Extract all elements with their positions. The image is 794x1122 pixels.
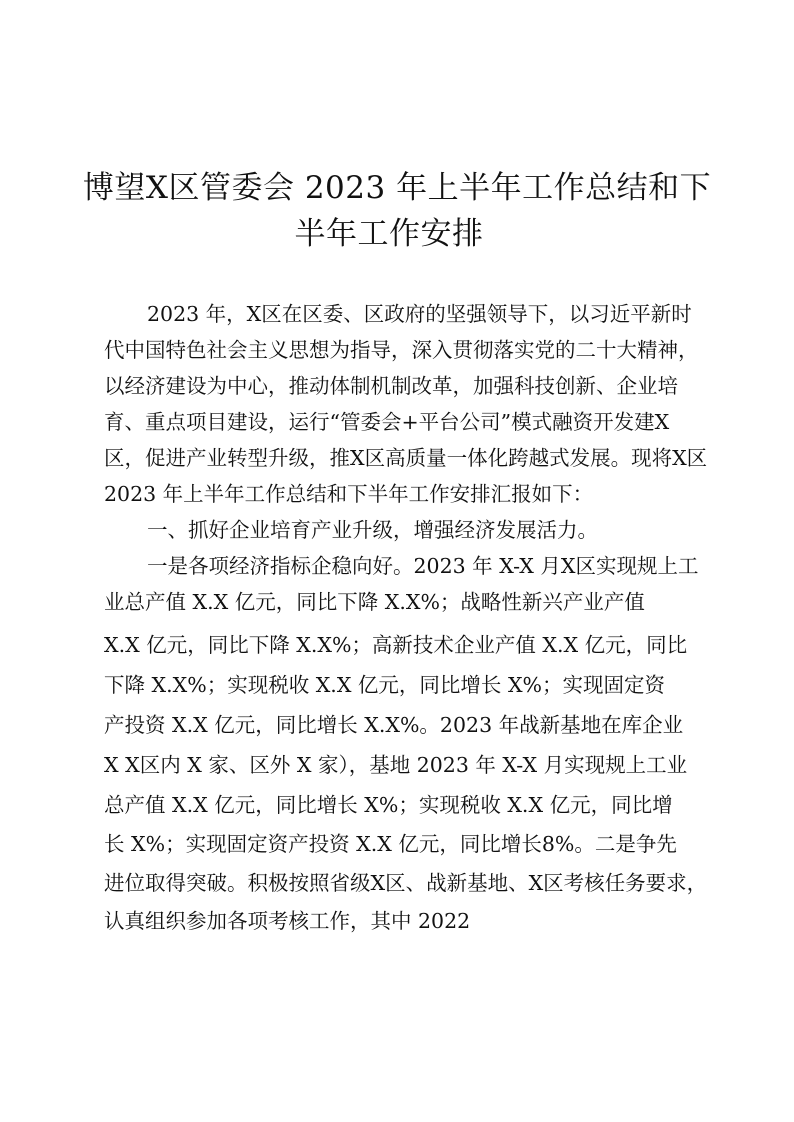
- body-line-12: 产投资 X.X 亿元，同比增长 X.X%。2023 年战新基地在库企业: [104, 713, 684, 737]
- body-line-9: 业总产值 X.X 亿元，同比下降 X.X%；战略性新兴产业产值: [104, 590, 645, 614]
- body-line-17: 认真组织参加各项考核工作，其中 2022: [104, 909, 471, 933]
- body-line-16: 进位取得突破。积极按照省级X区、战新基地、X区考核任务要求，: [104, 871, 708, 895]
- document-title-line-1: 博望X区管委会 2023 年上半年工作总结和下: [82, 170, 712, 206]
- body-line-14: 总产值 X.X 亿元，同比增长 X%；实现税收 X.X 亿元，同比增: [104, 793, 673, 817]
- body-line-13: X X区内 X 家、区外 X 家），基地 2023 年 X-X 月实现规上工业: [104, 753, 688, 777]
- body-line-6: 2023 年上半年工作总结和下半年工作安排汇报如下：: [104, 482, 594, 506]
- body-line-8: 一是各项经济指标企稳向好。2023 年 X-X 月X区实现规上工: [147, 554, 699, 578]
- body-line-1: 2023 年，X区在区委、区政府的坚强领导下，以习近平新时: [147, 302, 692, 326]
- body-line-11: 下降 X.X%；实现税收 X.X 亿元，同比增长 X%；实现固定资: [104, 673, 666, 697]
- body-line-4: 育、重点项目建设，运行“管委会+平台公司”模式融资开发建X: [104, 410, 670, 434]
- body-line-5: 区，促进产业转型升级，推X区高质量一体化跨越式发展。现将X区: [104, 446, 708, 470]
- section-heading-1: 一、抓好企业培育产业升级，增强经济发展活力。: [147, 518, 598, 542]
- body-line-15: 长 X%；实现固定资产投资 X.X 亿元，同比增长8%。二是争先: [104, 832, 677, 856]
- body-line-2: 代中国特色社会主义思想为指导，深入贯彻落实党的二十大精神，: [104, 338, 699, 362]
- document-title-line-2: 半年工作安排: [294, 216, 484, 252]
- body-line-10: X.X 亿元，同比下降 X.X%；高新技术企业产值 X.X 亿元，同比: [104, 633, 688, 657]
- body-line-3: 以经济建设为中心，推动体制机制改革，加强科技创新、企业培: [104, 374, 678, 398]
